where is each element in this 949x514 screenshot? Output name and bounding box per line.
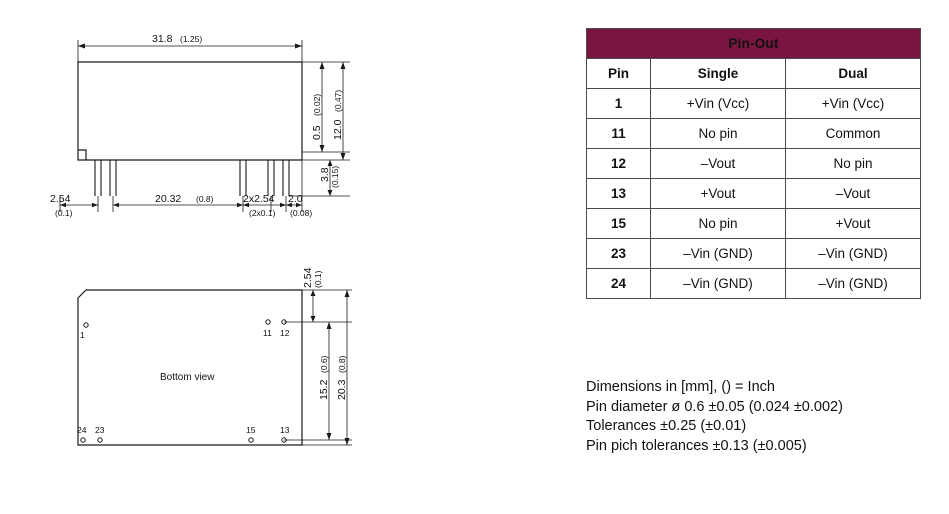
- pin-hole-23: [98, 438, 102, 442]
- cell-single: –Vin (GND): [651, 269, 786, 299]
- cell-dual: Common: [786, 119, 921, 149]
- cell-pin: 15: [587, 209, 651, 239]
- dim-3-8-inch: (0.15): [330, 165, 340, 188]
- cell-dual: –Vout: [786, 179, 921, 209]
- cell-dual: –Vin (GND): [786, 239, 921, 269]
- dim-15-2-inch: (0.6): [319, 355, 329, 373]
- pin-label-13: 13: [280, 425, 290, 435]
- dim-20-32-value: 20.32: [155, 193, 182, 205]
- cell-pin: 13: [587, 179, 651, 209]
- table-row: [587, 269, 921, 299]
- dim-0-5-inch: (0.02): [312, 93, 322, 116]
- note-dimensions: Dimensions in [mm], () = Inch: [586, 379, 775, 395]
- cell-single: +Vout: [651, 179, 786, 209]
- dim-width-value: 31.8: [152, 33, 173, 45]
- pin-hole-11: [266, 320, 270, 324]
- pin-hole-15: [249, 438, 253, 442]
- cell-single: –Vout: [651, 149, 786, 179]
- bottom-view-body: [78, 290, 302, 445]
- cell-dual: –Vin (GND): [786, 269, 921, 299]
- cell-pin: 23: [587, 239, 651, 269]
- pinout-table: [586, 28, 921, 299]
- side-view-body: [78, 62, 302, 160]
- dim-width-inch: (1.25): [180, 34, 203, 44]
- cell-dual: +Vout: [786, 209, 921, 239]
- cell-single: –Vin (GND): [651, 239, 786, 269]
- table-row: [587, 149, 921, 179]
- pin-label-23: 23: [95, 425, 105, 435]
- header-pin: Pin: [587, 59, 651, 89]
- table-row: [587, 239, 921, 269]
- dim-20-3-inch: (0.8): [337, 355, 347, 373]
- side-view-pins: [95, 160, 289, 196]
- table-row: [587, 209, 921, 239]
- pinout-title-row: [587, 29, 921, 59]
- pin-label-12: 12: [280, 328, 290, 338]
- pin-hole-24: [81, 438, 85, 442]
- dim-2-54-left-inch: (0.1): [55, 208, 73, 218]
- cell-single: +Vin (Vcc): [651, 89, 786, 119]
- cell-pin: 24: [587, 269, 651, 299]
- pinout-header-row: [587, 59, 921, 89]
- dim-2x2-54-inch: (2x0.1): [249, 208, 276, 218]
- dim-20-3-value: 20.3: [336, 379, 348, 400]
- pinout-table-area: [586, 28, 920, 299]
- cell-single: No pin: [651, 119, 786, 149]
- cell-pin: 12: [587, 149, 651, 179]
- dim-2-0-inch: (0.08): [290, 208, 313, 218]
- cell-single: No pin: [651, 209, 786, 239]
- pin-label-24: 24: [77, 425, 87, 435]
- notes-block: [586, 378, 936, 456]
- pin-label-15: 15: [246, 425, 256, 435]
- pinout-title: Pin-Out: [587, 29, 921, 59]
- dim-2-0-value: 2.0: [288, 193, 303, 205]
- dim-2x2-54-value: 2x2.54: [243, 193, 275, 205]
- dim-2-54-left-value: 2.54: [50, 193, 71, 205]
- cell-dual: +Vin (Vcc): [786, 89, 921, 119]
- dim-bv-2-54-value: 2.54: [302, 267, 314, 288]
- note-pin-diameter: Pin diameter ø 0.6 ±0.05 (0.024 ±0.002): [586, 398, 843, 415]
- cell-pin: 11: [587, 119, 651, 149]
- dim-12-0-value: 12.0: [332, 119, 344, 140]
- table-row: [587, 179, 921, 209]
- pin-label-1: 1: [80, 330, 85, 340]
- pin-label-11: 11: [263, 328, 272, 338]
- dim-20-32-inch: (0.8): [196, 194, 214, 204]
- dim-15-2-value: 15.2: [318, 379, 330, 400]
- dim-bv-2-54-inch: (0.1): [313, 270, 323, 288]
- header-dual: Dual: [786, 59, 921, 89]
- table-row: [587, 119, 921, 149]
- cell-pin: 1: [587, 89, 651, 119]
- cell-dual: No pin: [786, 149, 921, 179]
- dim-3-8-value: 3.8: [319, 167, 331, 182]
- dim-12-0-inch: (0.47): [333, 89, 343, 112]
- table-row: [587, 89, 921, 119]
- bottom-view-label: Bottom view: [160, 372, 215, 383]
- dim-0-5-value: 0.5: [311, 125, 323, 140]
- note-tolerances: Tolerances ±0.25 (±0.01): [586, 418, 747, 434]
- header-single: Single: [651, 59, 786, 89]
- note-pin-pitch-tolerances: Pin pich tolerances ±0.13 (±0.005): [586, 437, 807, 454]
- pin-hole-1: [84, 323, 88, 327]
